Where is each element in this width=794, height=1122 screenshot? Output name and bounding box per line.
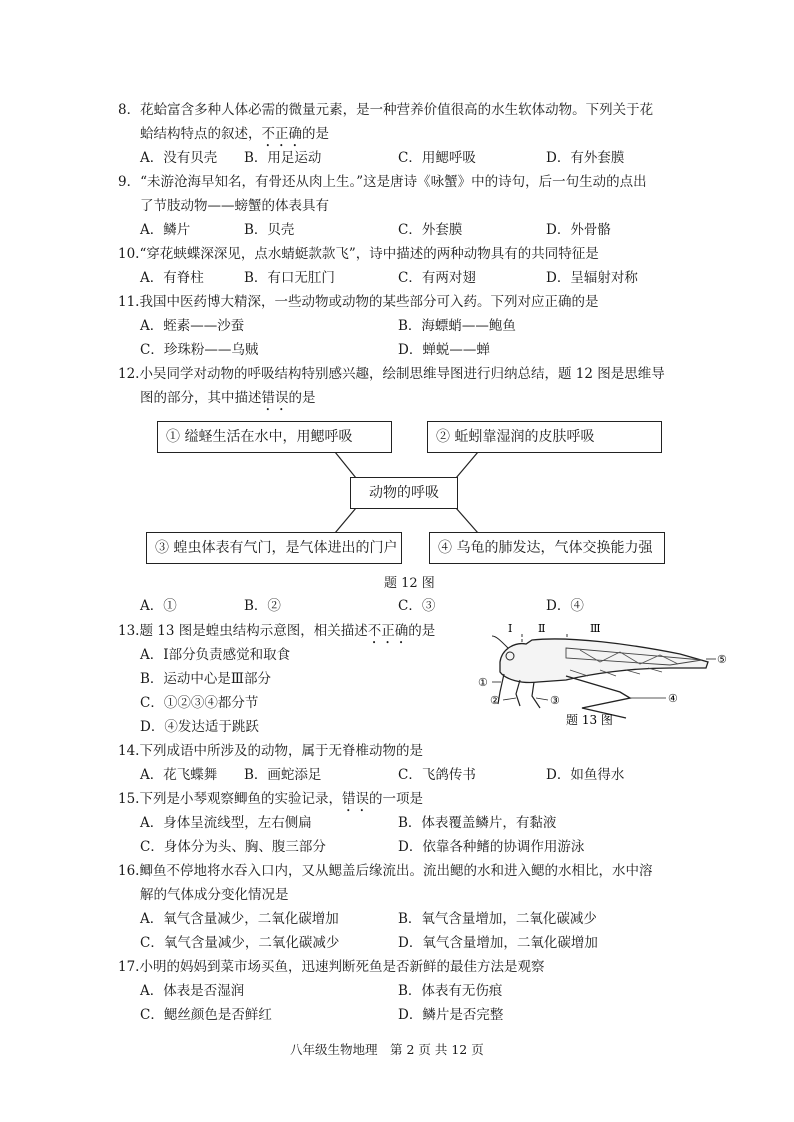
page-footer: 八年级生物地理 第 2 页 共 12 页 <box>290 1042 484 1057</box>
mindmap-center: 动物的呼吸 <box>350 477 458 509</box>
connector-3 <box>335 508 356 533</box>
q14-option-d: D．如鱼得水 <box>546 767 625 783</box>
connector-1 <box>335 452 356 478</box>
grasshopper-hindleg <box>566 676 630 718</box>
label-part-3: ③ <box>550 694 560 707</box>
label-part-4: ④ <box>668 692 678 705</box>
label-part-5: ⑤ <box>717 653 727 666</box>
label-section-3: Ⅲ <box>590 622 601 635</box>
q12-option-d: D．④ <box>546 598 584 614</box>
q17-option-d: D．鳞片是否完整 <box>398 1007 504 1023</box>
q15-option-a: A．身体呈流线型，左右侧扁 <box>140 815 312 831</box>
q15-option-c: C．身体分为头、胸、腹三部分 <box>140 839 326 855</box>
mindmap-node-1: ① 缢蛏生活在水中，用鳃呼吸 <box>157 421 392 453</box>
q14-option-c: C．飞鸽传书 <box>398 767 476 783</box>
q13-caption: 题 13 图 <box>566 713 613 727</box>
q17-stem: 17.小明的妈妈到菜市场买鱼，迅速判断死鱼是否新鲜的最佳方法是观察 <box>118 959 545 975</box>
q8-option-b: B．用足运动 <box>244 150 322 166</box>
q12-emphasis: 错误 <box>261 390 289 406</box>
q17-option-c: C．鳃丝颜色是否鲜红 <box>140 1007 272 1023</box>
q9-option-b: B．贝壳 <box>244 222 295 238</box>
mindmap-node-3: ③ 蝗虫体表有气门，是气体进出的门户 <box>146 532 402 564</box>
q8-option-a: A．没有贝壳 <box>140 150 218 166</box>
q12-caption: 题 12 图 <box>384 576 435 591</box>
label-section-1: Ⅰ <box>508 622 513 635</box>
q9-stem-line1: 9．“未游沧海早知名，有骨还从肉上生。”这是唐诗《咏蟹》中的诗句，后一句生动的点出 <box>118 174 647 190</box>
q10-option-c: C．有两对翅 <box>398 270 476 286</box>
mindmap-node-2: ② 蚯蚓靠湿润的皮肤呼吸 <box>427 421 662 453</box>
q16-option-d: D．氧气含量增加，二氧化碳增加 <box>398 935 598 951</box>
q9-stem-line2: 了节肢动物——螃蟹的体表具有 <box>140 198 329 214</box>
q10-option-b: B．有口无肛门 <box>244 270 335 286</box>
q12-stem-part2: 的是 <box>288 390 316 406</box>
grasshopper-midleg <box>532 682 540 708</box>
q8-stem-part1: 蛤结构特点的叙述， <box>140 126 262 142</box>
label-section-2: Ⅱ <box>538 622 546 635</box>
q14-stem: 14.下列成语中所涉及的动物，属于无脊椎动物的是 <box>118 743 423 759</box>
label-part-2: ② <box>490 694 500 707</box>
q13-option-b: B．运动中心是Ⅲ部分 <box>140 671 271 687</box>
q8-emphasis: 不正确 <box>261 126 302 142</box>
q14-option-a: A．花飞蝶舞 <box>140 767 218 783</box>
q16-stem-line1: 16.鲫鱼不停地将水吞入口内，又从鳃盖后缘流出。流出鳃的水和进入鳃的水相比，水中溶 <box>118 863 653 879</box>
q13-stem-part1: 13.题 13 图是蝗虫结构示意图，相关描述 <box>118 623 368 639</box>
q12-option-b: B．② <box>244 598 281 614</box>
q13-stem-part2: 的是 <box>408 623 436 639</box>
q15-stem-part2: 的一项是 <box>368 791 423 807</box>
q10-option-a: A．有脊柱 <box>140 270 204 286</box>
grasshopper-antenna <box>492 636 508 648</box>
q12-stem-part1: 图的部分，其中描述 <box>140 390 262 406</box>
leader-3 <box>536 698 548 700</box>
q9-option-d: D．外骨骼 <box>546 222 611 238</box>
q10-stem: 10.“穿花蛱蝶深深见，点水蜻蜓款款飞”，诗中描述的两种动物具有的共同特征是 <box>118 246 599 262</box>
q14-option-b: B．画蛇添足 <box>244 767 322 783</box>
q12-stem-line1: 12.小吴同学对动物的呼吸结构特别感兴趣，绘制思维导图进行归纳总结，题 12 图是思维导 <box>118 366 665 382</box>
q16-option-c: C．氧气含量减少，二氧化碳减少 <box>140 935 340 951</box>
q12-option-c: C．③ <box>398 598 436 614</box>
label-part-1: ① <box>478 676 488 689</box>
q15-stem-part1: 15.下列是小琴观察鲫鱼的实验记录， <box>118 791 342 807</box>
q11-option-d: D．蝉蜕——蝉 <box>398 342 490 358</box>
q13-option-c: C．①②③④都分节 <box>140 695 259 711</box>
connector-2 <box>456 452 478 478</box>
leader-2 <box>503 698 516 700</box>
q8-stem-part2: 的是 <box>302 126 329 142</box>
grasshopper-figure <box>470 618 740 734</box>
q9-option-c: C．外套膜 <box>398 222 463 238</box>
q11-option-b: B．海螵蛸——鲍鱼 <box>398 318 516 334</box>
q13-emphasis: 不正确 <box>367 623 409 639</box>
q11-option-a: A．蛭素——沙蚕 <box>140 318 245 334</box>
q8-stem-line1: 8．花蛤富含多种人体必需的微量元素，是一种营养价值很高的水生软体动物。下列关于花 <box>118 102 654 118</box>
q11-stem: 11.我国中医药博大精深，一些动物或动物的某些部分可入药。下列对应正确的是 <box>118 294 599 310</box>
q13-option-a: A．Ⅰ部分负责感觉和取食 <box>140 647 291 663</box>
q16-stem-line2: 解的气体成分变化情况是 <box>140 887 289 903</box>
q17-option-b: B．体表有无伤痕 <box>398 983 503 999</box>
q15-option-b: B．体表覆盖鳞片，有黏液 <box>398 815 557 831</box>
q12-option-a: A．① <box>140 598 177 614</box>
q8-option-c: C．用鳃呼吸 <box>398 150 476 166</box>
q15-option-d: D．依靠各种鳍的协调作用游泳 <box>398 839 585 855</box>
q13-option-d: D．④发达适于跳跃 <box>140 719 259 735</box>
q10-option-d: D．呈辐射对称 <box>546 270 638 286</box>
q11-option-c: C．珍珠粉——乌贼 <box>140 342 259 358</box>
q9-option-a: A．鳞片 <box>140 222 191 238</box>
q8-option-d: D．有外套膜 <box>546 150 625 166</box>
connector-4 <box>456 508 478 533</box>
q15-emphasis: 错误 <box>341 791 369 807</box>
q17-option-a: A．体表是否湿润 <box>140 983 245 999</box>
q16-option-b: B．氧气含量增加，二氧化碳减少 <box>398 911 597 927</box>
mindmap-node-4: ④ 乌龟的肺发达，气体交换能力强 <box>429 532 665 564</box>
q16-option-a: A．氧气含量减少，二氧化碳增加 <box>140 911 339 927</box>
grasshopper-foreleg <box>516 680 520 706</box>
